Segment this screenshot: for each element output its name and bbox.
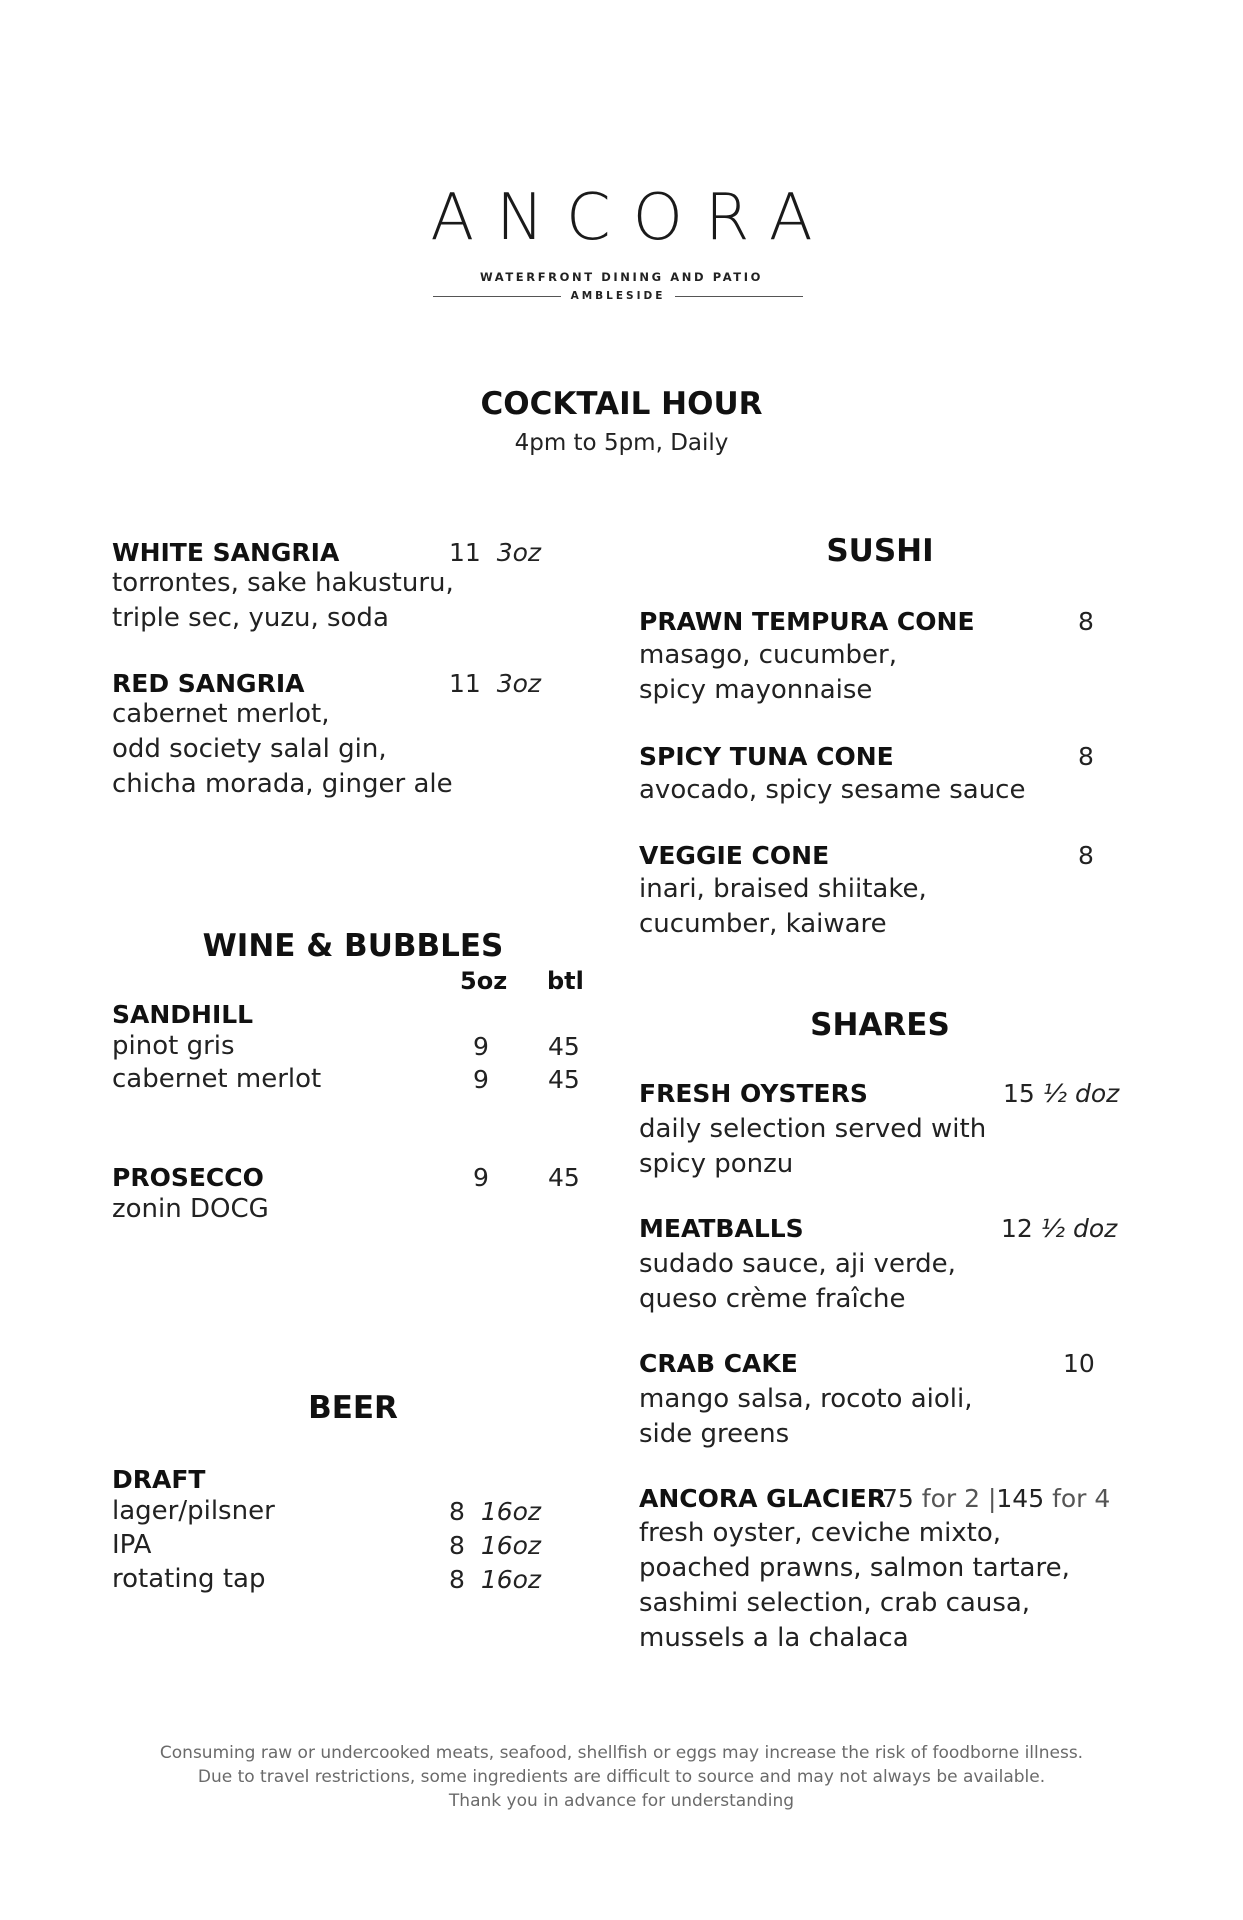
column-header-bottle: btl: [547, 967, 584, 995]
desc-line: side greens: [639, 1419, 790, 1449]
desc-line: cabernet merlot,: [112, 699, 330, 729]
beer-price: [449, 1497, 541, 1526]
beer-label: IPA: [112, 1530, 152, 1560]
price-value: 11: [449, 538, 481, 567]
size-unit: 16oz: [480, 1565, 542, 1594]
beer-label: rotating tap: [112, 1564, 266, 1594]
price-qualifier: for 2: [921, 1484, 980, 1513]
desc-line: poached prawns, salmon tartare,: [639, 1553, 1070, 1583]
price-value: 11: [449, 669, 481, 698]
price-value: 8: [449, 1497, 465, 1526]
footer-disclaimer: [0, 1741, 1243, 1813]
desc-line: chicha morada, ginger ale: [112, 769, 453, 799]
divider-line-left: [433, 296, 561, 297]
page-title: COCKTAIL HOUR: [480, 386, 763, 422]
shares-item-price: [1003, 1079, 1119, 1108]
price-qualifier: for 4: [1052, 1484, 1111, 1513]
footer-line: Consuming raw or undercooked meats, seafood, shellfish or eggs may increase the risk of foodborne illness.: [159, 1743, 1084, 1763]
cocktail-price: [449, 669, 541, 698]
wine-producer: PROSECCO: [112, 1163, 264, 1192]
glacier-price: [882, 1484, 1110, 1513]
desc-line: spicy ponzu: [639, 1149, 794, 1179]
shares-item-desc: [639, 1382, 973, 1452]
desc-line: inari, braised shiitake,: [639, 874, 927, 904]
cocktail-name: WHITE SANGRIA: [112, 538, 340, 567]
logo-tagline: WATERFRONT DINING AND PATIO: [479, 270, 764, 284]
wine-desc: zonin DOCG: [112, 1194, 269, 1224]
hours-subtitle: 4pm to 5pm, Daily: [514, 430, 729, 456]
desc-line: spicy mayonnaise: [639, 675, 873, 705]
divider-line-right: [675, 296, 803, 297]
sushi-item-name: PRAWN TEMPURA CONE: [639, 607, 975, 636]
price-value: 145: [996, 1484, 1045, 1513]
logo-location-row: [433, 288, 803, 304]
shares-item-desc: [639, 1516, 1070, 1656]
sushi-item-price: 8: [1078, 607, 1094, 636]
section-heading-wine: WINE & BUBBLES: [202, 928, 504, 964]
size-unit: 16oz: [480, 1497, 542, 1526]
sushi-item-desc: [639, 638, 897, 708]
desc-line: torrontes, sake hakusturu,: [112, 568, 454, 598]
wine-label: pinot gris: [112, 1031, 235, 1061]
footer-line: Due to travel restrictions, some ingredients are difficult to source and may not always be available.: [197, 1767, 1046, 1787]
shares-item-name: MEATBALLS: [639, 1214, 804, 1243]
desc-line: queso crème fraîche: [639, 1284, 906, 1314]
logo: ANCORA: [430, 181, 835, 255]
section-heading-shares: SHARES: [810, 1007, 950, 1043]
beer-label: lager/pilsner: [112, 1496, 275, 1526]
sushi-item-desc: [639, 872, 927, 942]
desc-line: triple sec, yuzu, soda: [112, 603, 389, 633]
size-unit: 3oz: [496, 538, 542, 567]
shares-item-price: [1001, 1214, 1117, 1243]
desc-line: daily selection served with: [639, 1114, 987, 1144]
beer-category: DRAFT: [112, 1465, 206, 1494]
desc-line: sashimi selection, crab causa,: [639, 1588, 1031, 1618]
cocktail-name: RED SANGRIA: [112, 669, 305, 698]
beer-price: [449, 1565, 541, 1594]
size-unit: ½ doz: [1040, 1214, 1118, 1243]
price-value: 8: [449, 1565, 465, 1594]
cocktail-desc: [112, 697, 453, 802]
sushi-item-price: 8: [1078, 841, 1094, 870]
sushi-item-desc: [639, 773, 1025, 808]
section-heading-beer: BEER: [308, 1390, 398, 1426]
desc-line: mussels a la chalaca: [639, 1623, 909, 1653]
sushi-item-name: VEGGIE CONE: [639, 841, 830, 870]
wine-bottle-price: 45: [548, 1065, 580, 1094]
wine-bottle-price: 45: [548, 1032, 580, 1061]
wine-glass-price: 9: [473, 1163, 489, 1192]
section-heading-sushi: SUSHI: [826, 533, 934, 569]
shares-item-price: 10: [1063, 1349, 1095, 1378]
shares-item-name: FRESH OYSTERS: [639, 1079, 868, 1108]
shares-item-name: CRAB CAKE: [639, 1349, 798, 1378]
desc-line: cucumber, kaiware: [639, 909, 887, 939]
cocktail-price: [449, 538, 541, 567]
desc-line: masago, cucumber,: [639, 640, 898, 670]
desc-line: fresh oyster, ceviche mixto,: [639, 1518, 1002, 1548]
price-separator: |: [987, 1484, 997, 1513]
footer-line: Thank you in advance for understanding: [448, 1791, 795, 1811]
price-value: 75: [882, 1484, 914, 1513]
wine-producer: SANDHILL: [112, 1000, 254, 1029]
sushi-item-name: SPICY TUNA CONE: [639, 742, 894, 771]
desc-line: avocado, spicy sesame sauce: [639, 775, 1026, 805]
shares-item-desc: [639, 1247, 956, 1317]
price-value: 12: [1001, 1214, 1033, 1243]
cocktail-desc: [112, 566, 454, 636]
size-unit: 3oz: [496, 669, 542, 698]
desc-line: sudado sauce, aji verde,: [639, 1249, 956, 1279]
beer-price: [449, 1531, 541, 1560]
desc-line: odd society salal gin,: [112, 734, 387, 764]
size-unit: ½ doz: [1042, 1079, 1120, 1108]
desc-line: mango salsa, rocoto aioli,: [639, 1384, 973, 1414]
price-value: 15: [1003, 1079, 1035, 1108]
column-header-glass: 5oz: [460, 967, 508, 995]
size-unit: 16oz: [480, 1531, 542, 1560]
wine-bottle-price: 45: [548, 1163, 580, 1192]
wine-label: cabernet merlot: [112, 1064, 322, 1094]
wine-glass-price: 9: [473, 1032, 489, 1061]
wine-glass-price: 9: [473, 1065, 489, 1094]
logo-location: AMBLESIDE: [570, 290, 666, 302]
shares-item-name: ANCORA GLACIER: [639, 1484, 886, 1513]
shares-item-desc: [639, 1112, 986, 1182]
sushi-item-price: 8: [1078, 742, 1094, 771]
price-value: 8: [449, 1531, 465, 1560]
